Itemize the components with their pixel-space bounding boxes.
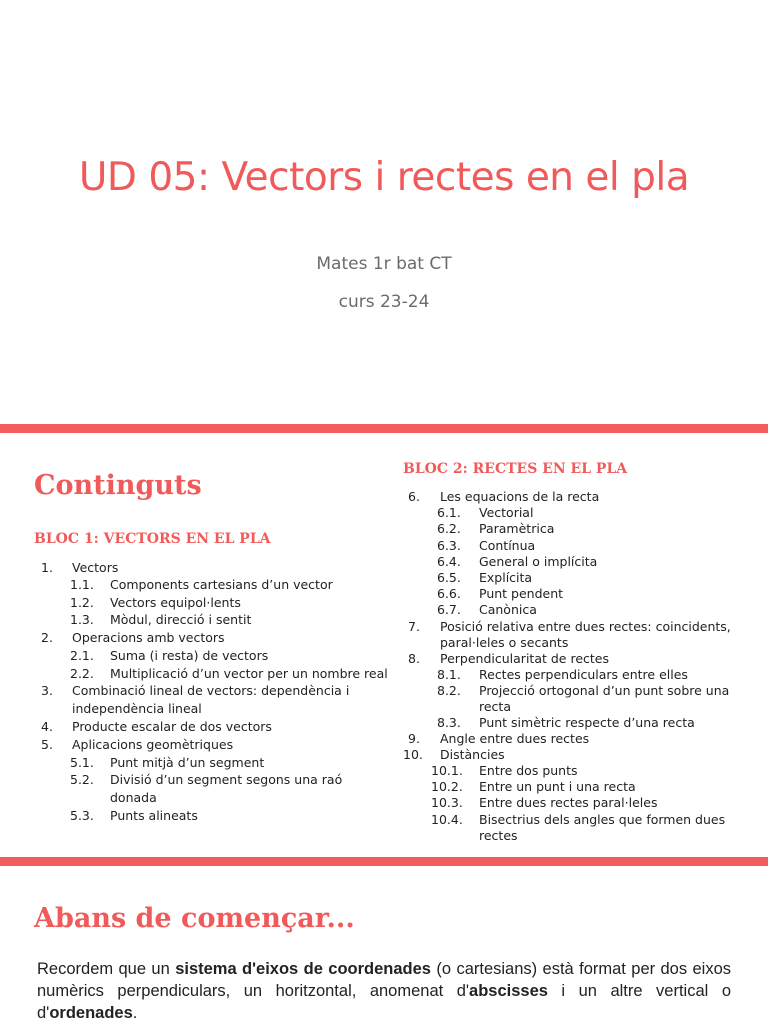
toc-item-number: 8.3. — [437, 715, 461, 730]
page-title: UD 05: Vectors i rectes en el pla — [78, 155, 690, 200]
toc-item-label: Aplicacions geomètriques — [72, 737, 234, 752]
para-bold: ordenades — [49, 1004, 133, 1022]
toc-item-label: Divisió d’un segment segons una raó — [110, 772, 343, 787]
toc-item-number: 4. — [41, 719, 53, 734]
toc-item-number: 2.1. — [70, 648, 94, 663]
toc-item-number: 2.2. — [70, 666, 94, 681]
toc-item-label: Distàncies — [440, 747, 505, 762]
title-slide — [0, 0, 768, 424]
toc-item-number: 10.4. — [431, 812, 463, 827]
toc-item-label: Entre un punt i una recta — [479, 779, 636, 794]
toc-item-number: 6.3. — [437, 538, 461, 553]
para-bold: abscisses — [469, 982, 548, 1000]
toc-item-number: 5.3. — [70, 808, 94, 823]
toc-item-number: 6. — [408, 489, 420, 504]
toc-item-label: Paramètrica — [479, 521, 555, 536]
toc-item-label: Suma (i resta) de vectors — [110, 648, 269, 663]
toc-item-label: Canònica — [479, 602, 537, 617]
toc-item-number: 9. — [408, 731, 420, 746]
toc-item-label: Punt pendent — [479, 586, 564, 601]
toc-item-number: 6.1. — [437, 505, 461, 520]
toc-item-number: 7. — [408, 619, 420, 634]
toc-item-label: Entre dos punts — [479, 763, 578, 778]
toc-item-label: Rectes perpendiculars entre elles — [479, 667, 688, 682]
toc-item-label: Entre dues rectes paral·leles — [479, 795, 658, 810]
contents-heading: Continguts — [34, 470, 202, 501]
para-text: . — [132, 1004, 138, 1022]
toc-item-label: General o implícita — [479, 554, 598, 569]
toc-item-label: paral·leles o secants — [440, 635, 569, 650]
toc-item-number: 6.2. — [437, 521, 461, 536]
section-heading: Abans de començar... — [34, 903, 355, 934]
toc-item-number: 10.3. — [431, 795, 463, 810]
toc-item-label: Explícita — [479, 570, 533, 585]
toc-item-label: Punts alineats — [110, 808, 198, 823]
toc-item-label: Operacions amb vectors — [72, 630, 225, 645]
toc-item-label: Perpendicularitat de rectes — [440, 651, 609, 666]
toc-item-number: 8.1. — [437, 667, 461, 682]
toc-item-number: 8.2. — [437, 683, 461, 698]
toc-item-label: Vectorial — [479, 505, 534, 520]
toc-item-label: Vectors — [72, 560, 119, 575]
slide-divider — [0, 424, 768, 433]
toc-item-label: Posició relativa entre dues rectes: coincidents, — [440, 619, 731, 634]
toc-item-number: 6.5. — [437, 570, 461, 585]
toc-item-label: Producte escalar de dos vectors — [72, 719, 272, 734]
toc-item-number: 8. — [408, 651, 420, 666]
toc-item-label: rectes — [479, 828, 518, 843]
toc-item-label: Vectors equipol·lents — [110, 595, 241, 610]
toc-item-number: 1.1. — [70, 577, 94, 592]
para-text: i un altre vertical o d' — [37, 982, 731, 1022]
toc-item-label: Angle entre dues rectes — [440, 731, 590, 746]
toc-item-label: Bisectrius dels angles que formen dues — [479, 812, 726, 827]
toc-item-number: 2. — [41, 630, 53, 645]
slide-divider — [0, 857, 768, 866]
toc-item-label: Combinació lineal de vectors: dependència i — [72, 683, 350, 698]
bloc2-title: BLOC 2: RECTES EN EL PLA — [403, 461, 628, 477]
toc-item-label: Punt simètric respecte d’una recta — [479, 715, 695, 730]
toc-item-number: 6.7. — [437, 602, 461, 617]
toc-item-number: 10.2. — [431, 779, 463, 794]
toc-item-label: Multiplicació d’un vector per un nombre real — [110, 666, 388, 681]
toc-item-label: Punt mitjà d’un segment — [110, 755, 265, 770]
toc-item-label: Contínua — [479, 538, 536, 553]
toc-item-number: 10. — [403, 747, 423, 762]
bloc1-title: BLOC 1: VECTORS EN EL PLA — [34, 531, 271, 547]
para-text: Recordem que un — [37, 960, 176, 978]
toc-item-label: Components cartesians d’un vector — [110, 577, 333, 592]
para-bold: sistema d'eixos de coordenades — [175, 960, 431, 978]
toc-item-number: 5.1. — [70, 755, 94, 770]
toc-item-label: Projecció ortogonal d’un punt sobre una — [479, 683, 730, 698]
toc-item-label: Mòdul, direcció i sentit — [110, 612, 252, 627]
intro-paragraph — [37, 958, 731, 1024]
toc-item-label: independència lineal — [72, 701, 202, 716]
toc-item-number: 1.3. — [70, 612, 94, 627]
toc-item-number: 5.2. — [70, 772, 94, 787]
para-text: (o cartesians) està format per dos eixos numèrics perpendiculars, un horitzontal, anomenat d' — [37, 960, 732, 1000]
subtitle-course: Mates 1r bat CT — [316, 254, 452, 274]
subtitle-year: curs 23-24 — [338, 292, 430, 312]
toc-item-label: donada — [110, 790, 157, 805]
toc-item-label: recta — [479, 699, 511, 714]
toc-item-number: 5. — [41, 737, 53, 752]
toc-item-number: 6.4. — [437, 554, 461, 569]
toc-item-number: 10.1. — [431, 763, 463, 778]
toc-item-number: 6.6. — [437, 586, 461, 601]
toc-item-number: 3. — [41, 683, 53, 698]
toc-item-number: 1. — [41, 560, 53, 575]
toc-item-label: Les equacions de la recta — [440, 489, 600, 504]
toc-item-number: 1.2. — [70, 595, 94, 610]
